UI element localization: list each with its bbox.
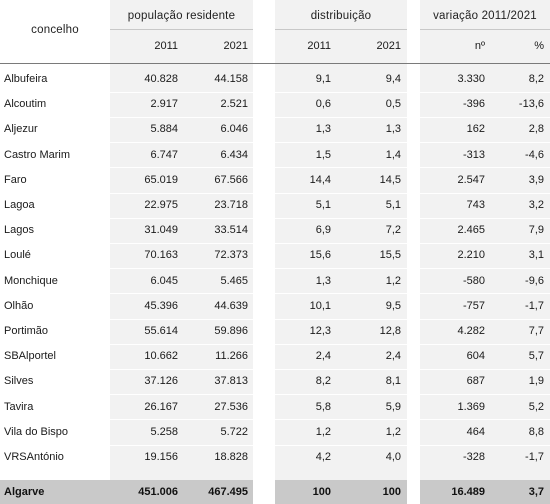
cell-d2021: 15,5 (379, 249, 401, 262)
cell-d2021: 0,5 (385, 98, 401, 111)
cell-name: SBAlportel (4, 350, 56, 363)
header-bottom-rule (0, 63, 550, 64)
cell-pop2011: 10.662 (144, 350, 178, 363)
total-pop2011: 451.006 (138, 486, 178, 498)
cell-vn: -757 (462, 299, 485, 312)
cell-d2011: 9,1 (315, 73, 331, 85)
total-d2011: 100 (312, 486, 331, 498)
cell-pop2011: 45.396 (144, 299, 178, 312)
cell-name: Albufeira (4, 73, 48, 85)
cell-d2011: 8,2 (315, 375, 331, 388)
cell-pop2011: 19.156 (144, 451, 178, 463)
cell-d2011: 15,6 (309, 249, 331, 262)
cell-name: Portimão (4, 325, 49, 337)
cell-pop2021: 2.521 (220, 98, 248, 111)
cell-vn: 464 (466, 425, 485, 438)
cell-d2021: 2,4 (385, 350, 401, 363)
header-populacao: população residente (127, 10, 236, 22)
cell-vp: 1,9 (528, 375, 544, 388)
table-row (0, 420, 550, 446)
cell-vn: 2.210 (457, 249, 485, 262)
table-row (0, 294, 550, 320)
cell-d2011: 14,4 (309, 173, 331, 186)
cell-vn: 743 (466, 199, 485, 211)
cell-pop2011: 22.975 (144, 199, 178, 211)
cell-vn: -313 (462, 148, 485, 161)
cell-pop2021: 44.158 (214, 73, 248, 85)
cell-name: VRSAntónio (4, 451, 64, 463)
cell-name: Aljezur (4, 123, 38, 136)
cell-pop2021: 67.566 (214, 173, 248, 186)
table-row (0, 67, 550, 93)
cell-pop2021: 59.896 (214, 325, 248, 337)
cell-pop2011: 6.045 (150, 274, 178, 287)
header-var-pct: % (534, 40, 544, 52)
cell-vn: 1.369 (457, 400, 485, 413)
cell-pop2011: 26.167 (144, 400, 178, 413)
table-row (0, 445, 550, 471)
cell-pop2021: 44.639 (214, 299, 248, 312)
cell-d2011: 12,3 (309, 325, 331, 337)
cell-d2011: 0,6 (315, 98, 331, 111)
table-row (0, 218, 550, 244)
cell-vp: 3,2 (528, 199, 544, 211)
cell-pop2011: 31.049 (144, 224, 178, 237)
cell-d2021: 1,2 (385, 425, 401, 438)
cell-vp: 3,9 (528, 173, 544, 186)
cell-vn: -580 (462, 274, 485, 287)
cell-vp: 7,7 (528, 325, 544, 337)
cell-d2011: 4,2 (315, 451, 331, 463)
cell-d2011: 6,9 (315, 224, 331, 237)
header-variacao: variação 2011/2021 (433, 10, 537, 22)
cell-pop2021: 33.514 (214, 224, 248, 237)
cell-pop2011: 5.258 (150, 425, 178, 438)
cell-name: Tavira (4, 400, 34, 413)
header-rule-variacao (420, 29, 550, 30)
table-row (0, 117, 550, 143)
cell-vn: 3.330 (457, 73, 485, 85)
cell-d2021: 1,4 (385, 148, 401, 161)
total-name: Algarve (4, 486, 45, 498)
cell-pop2021: 72.373 (214, 249, 248, 262)
table-row (0, 344, 550, 370)
table-row (0, 395, 550, 421)
cell-d2011: 10,1 (309, 299, 331, 312)
cell-pop2021: 37.813 (214, 375, 248, 388)
header-rule-populacao (110, 29, 253, 30)
cell-d2021: 7,2 (385, 224, 401, 237)
cell-pop2021: 23.718 (214, 199, 248, 211)
cell-d2021: 5,9 (385, 400, 401, 413)
cell-name: Alcoutim (4, 98, 47, 111)
cell-vn: 4.282 (457, 325, 485, 337)
cell-pop2021: 27.536 (214, 400, 248, 413)
cell-d2011: 1,3 (315, 123, 331, 136)
cell-vn: 2.465 (457, 224, 485, 237)
cell-vp: 7,9 (528, 224, 544, 237)
cell-d2021: 8,1 (385, 375, 401, 388)
cell-vp: -1,7 (525, 299, 544, 312)
cell-d2021: 4,0 (385, 451, 401, 463)
cell-pop2011: 37.126 (144, 375, 178, 388)
table-row (0, 243, 550, 269)
cell-vp: -13,6 (518, 98, 544, 111)
cell-d2021: 14,5 (379, 173, 401, 186)
cell-d2011: 2,4 (315, 350, 331, 363)
cell-d2021: 1,3 (385, 123, 401, 136)
total-vn: 16.489 (451, 486, 485, 498)
cell-vp: 2,8 (528, 123, 544, 136)
header-concelho: concelho (31, 24, 79, 36)
cell-name: Silves (4, 375, 34, 388)
header-var-n: nº (474, 40, 485, 52)
cell-pop2011: 5.884 (150, 123, 178, 136)
cell-d2021: 5,1 (385, 199, 401, 211)
cell-name: Lagoa (4, 199, 35, 211)
cell-pop2011: 6.747 (150, 148, 178, 161)
cell-vn: 687 (466, 375, 485, 388)
table-row (0, 168, 550, 194)
cell-d2021: 9,4 (385, 73, 401, 85)
header-dist-2021: 2021 (376, 40, 401, 52)
table-row (0, 193, 550, 219)
total-vp: 3,7 (528, 486, 544, 498)
table-row (0, 369, 550, 395)
table-row (0, 143, 550, 169)
cell-pop2011: 70.163 (144, 249, 178, 262)
cell-name: Castro Marim (4, 148, 71, 161)
table-row-total (0, 480, 550, 504)
cell-vn: -396 (462, 98, 485, 111)
total-d2021: 100 (382, 486, 401, 498)
header-rule-distribuicao (275, 29, 407, 30)
cell-pop2021: 5.465 (220, 274, 248, 287)
header-dist-2011: 2011 (307, 40, 331, 52)
cell-pop2021: 6.046 (220, 123, 248, 136)
cell-vp: 5,7 (528, 350, 544, 363)
cell-name: Lagos (4, 224, 34, 237)
cell-vn: 162 (466, 123, 485, 136)
cell-vp: -4,6 (525, 148, 544, 161)
cell-pop2011: 40.828 (144, 73, 178, 85)
header-pop-2021: 2021 (223, 40, 248, 52)
cell-vp: 8,2 (528, 73, 544, 85)
cell-d2011: 1,3 (315, 274, 331, 287)
header-pop-2011: 2011 (154, 40, 178, 52)
cell-name: Faro (4, 173, 27, 186)
cell-d2021: 9,5 (385, 299, 401, 312)
table-row (0, 92, 550, 118)
cell-pop2021: 5.722 (220, 425, 248, 438)
cell-d2011: 1,5 (315, 148, 331, 161)
cell-name: Olhão (4, 299, 34, 312)
cell-vp: 8,8 (528, 425, 544, 438)
table-row (0, 269, 550, 295)
header-distribuicao: distribuição (310, 10, 372, 22)
cell-pop2021: 11.266 (215, 350, 248, 363)
cell-d2021: 1,2 (385, 274, 401, 287)
cell-d2021: 12,8 (379, 325, 401, 337)
cell-vp: -9,6 (525, 274, 544, 287)
cell-pop2011: 65.019 (144, 173, 178, 186)
cell-pop2021: 18.828 (214, 451, 248, 463)
cell-vn: 2.547 (457, 173, 485, 186)
cell-d2011: 5,8 (315, 400, 331, 413)
cell-d2011: 5,1 (315, 199, 331, 211)
cell-vn: -328 (462, 451, 485, 463)
cell-vp: -1,7 (525, 451, 544, 463)
cell-name: Monchique (4, 274, 58, 287)
cell-vn: 604 (466, 350, 485, 363)
cell-name: Vila do Bispo (4, 425, 69, 438)
cell-vp: 5,2 (528, 400, 544, 413)
cell-vp: 3,1 (528, 249, 544, 262)
table-row (0, 319, 550, 345)
cell-pop2011: 55.614 (144, 325, 178, 337)
cell-name: Loulé (4, 249, 31, 262)
cell-pop2021: 6.434 (220, 148, 248, 161)
total-pop2021: 467.495 (208, 486, 248, 498)
cell-pop2011: 2.917 (150, 98, 178, 111)
cell-d2011: 1,2 (315, 425, 331, 438)
